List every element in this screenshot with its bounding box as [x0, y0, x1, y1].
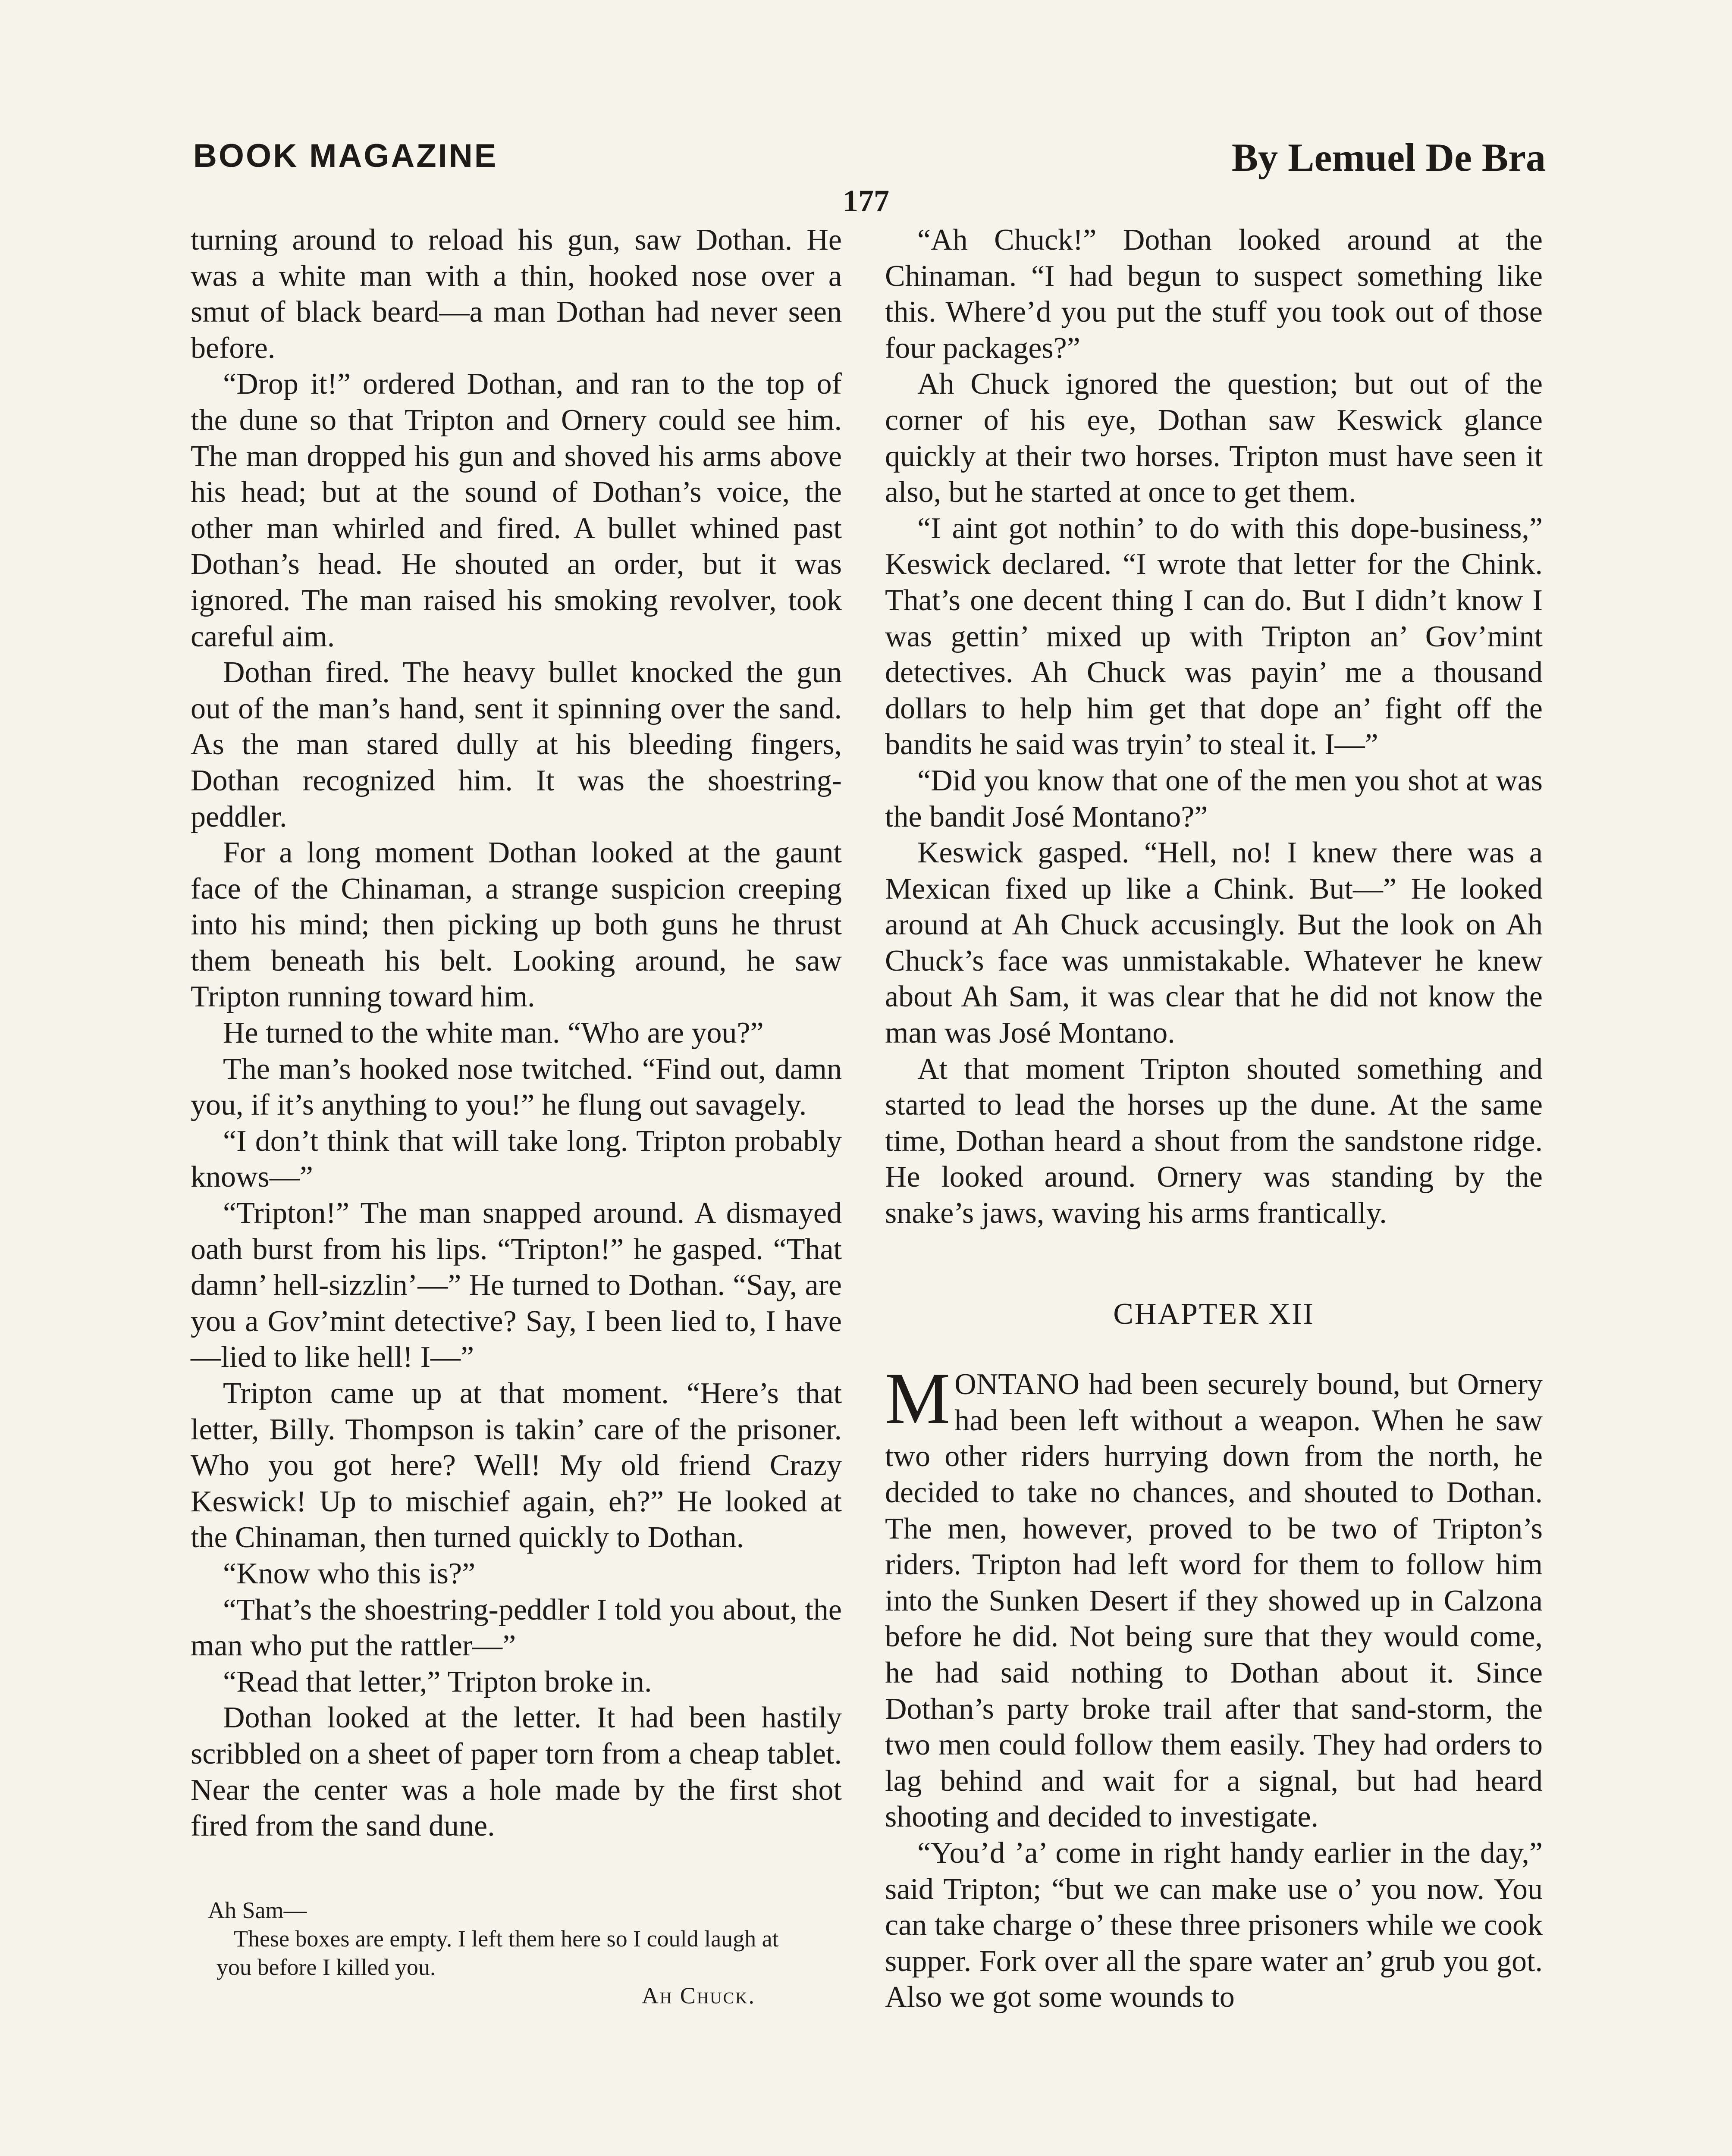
paragraph: “That’s the shoestring-peddler I told you about, the man who put the rattler—”	[191, 1593, 842, 1663]
paragraph: “Read that letter,” Tripton broke in.	[223, 1665, 652, 1698]
left-column	[191, 222, 842, 2010]
quoted-letter	[191, 1896, 842, 2010]
chapter-first-paragraph	[885, 1358, 1543, 1835]
paragraph: Keswick gasped. “Hell, no! I knew there was a Mexican fixed up like a Chink. But—” He looked around at Ah Chuck accusingly. But the look on Ah Chuck’s face was unmistakable. Whatever he knew about Ah Sam, it was clear that he did not know the man was José Montano.	[885, 836, 1543, 1050]
paragraph: Dothan looked at the letter. It had been hastily scribbled on a sheet of paper torn from a cheap tablet. Near the center was a hole made by the first shot fired from the sand dune.	[191, 1701, 842, 1843]
paragraph: He turned to the white man. “Who are you?”	[223, 1016, 764, 1050]
paragraph: “Drop it!” ordered Dothan, and ran to the top of the dune so that Tripton and Ornery could see him. The man dropped his gun and shoved his arms above his head; but at the sound of Dothan’s voice, the other man whirled and fired. A bullet whined past Dothan’s head. He shouted an order, but it was ignored. The man raised his smoking revolver, took careful aim.	[191, 367, 842, 653]
paragraph: Ah Chuck ignored the question; but out of the corner of his eye, Dothan saw Keswick glance quickly at their two horses. Tripton must have seen it also, but he started at once to get them.	[885, 367, 1543, 509]
paragraph: turning around to reload his gun, saw Dothan. He was a white man with a thin, hooked nose over a smut of black beard—a man Dothan had never seen before.	[191, 223, 842, 365]
paragraph: “Ah Chuck!” Dothan looked around at the Chinaman. “I had begun to suspect something like this. Where’d you put the stuff you took out of those four packages?”	[885, 223, 1543, 365]
chapter-first-paragraph-text: ONTANO had been securely bound, but Ornery had been left without a weapon. When he saw two other riders hurrying down from the north, he decided to take no chances, and shouted to Dothan. The men, however, proved to be two of Tripton’s riders. Tripton had left word for them to follow him into the Sunken Desert if they showed up in Calzona before he did. Not being sure that they would come, he had said nothing to Dothan about it. Since Dothan’s party broke trail after that sand-storm, the two men could follow them easily. They had orders to lag behind and wait for a signal, but had heard shooting and decided to investigate.	[885, 1368, 1543, 1834]
paragraph: The man’s hooked nose twitched. “Find out, damn you, if it’s anything to you!” he flung out savagely.	[191, 1052, 842, 1122]
right-column	[885, 222, 1543, 2015]
page-number: 177	[843, 184, 889, 218]
paragraph: “I don’t think that will take long. Tripton probably knows—”	[191, 1124, 842, 1194]
paragraph: “Did you know that one of the men you shot at was the bandit José Montano?”	[885, 764, 1543, 834]
paragraph: Dothan fired. The heavy bullet knocked the gun out of the man’s hand, sent it spinning over the sand. As the man stared dully at his bleeding fingers, Dothan recognized him. It was the shoestring-peddler.	[191, 656, 842, 834]
chapter-heading: CHAPTER XII	[1113, 1297, 1315, 1331]
letter-signature: Ah Chuck.	[641, 1982, 756, 2009]
paragraph: At that moment Tripton shouted something and started to lead the horses up the dune. At the same time, Dothan heard a shout from the sandstone ridge. He looked around. Ornery was standing by the snake’s jaws, waving his arms frantically.	[885, 1052, 1543, 1230]
drop-cap: M	[885, 1358, 951, 1439]
paragraph: “Know who this is?”	[223, 1557, 476, 1590]
letter-salutation: Ah Sam—	[208, 1897, 307, 1923]
letter-body: These boxes are empty. I left them here so I could laugh at you before I killed you.	[216, 1925, 779, 1980]
paragraph: “I aint got nothin’ to do with this dope-business,” Keswick declared. “I wrote that letter for the Chink. That’s one decent thing I can do. But I didn’t know I was gettin’ mixed up with Tripton an’ Gov’mint detectives. Ah Chuck was payin’ me a thousand dollars to help him get that dope an’ fight off the bandits he said was tryin’ to steal it. I—”	[885, 511, 1543, 761]
magazine-title: BOOK MAGAZINE	[193, 138, 498, 174]
paragraph: “Tripton!” The man snapped around. A dismayed oath burst from his lips. “Tripton!” he gasped. “That damn’ hell-sizzlin’—” He turned to Dothan. “Say, are you a Gov’mint detective? Say, I been lied to, I have—lied to like hell! I—”	[191, 1197, 842, 1374]
paragraph: Tripton came up at that moment. “Here’s that letter, Billy. Thompson is takin’ care of the prisoner. Who you got here? Well! My old friend Crazy Keswick! Up to mischief again, eh?” He looked at the Chinaman, then turned quickly to Dothan.	[191, 1377, 842, 1554]
paragraph: For a long moment Dothan looked at the gaunt face of the Chinaman, a strange suspicion creeping into his mind; then picking up both guns he thrust them beneath his belt. Looking around, he saw Tripton running toward him.	[191, 836, 842, 1014]
paragraph: “You’d ’a’ come in right handy earlier in the day,” said Tripton; “but we can make use o’ you now. You can take charge o’ these three prisoners while we cook supper. Fork over all the spare water an’ grub you got. Also we got some wounds to	[885, 1836, 1543, 2014]
author-byline: By Lemuel De Bra	[1231, 135, 1546, 179]
running-header	[193, 137, 1546, 185]
